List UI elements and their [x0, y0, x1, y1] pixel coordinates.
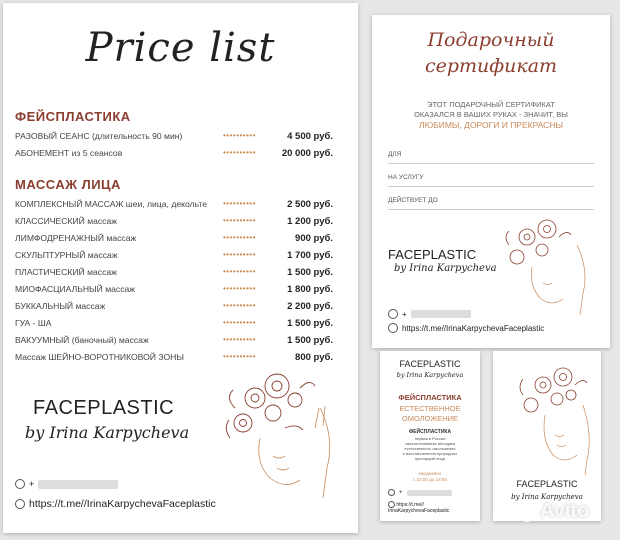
telegram-icon: [388, 501, 395, 508]
service-label: ЛИМФОДРЕНАЖНЫЙ массаж: [15, 233, 137, 243]
vcard-brand-signature: by Irina Karpycheva: [396, 371, 464, 379]
service-label: КОМПЛЕКСНЫЙ МАССАЖ шеи, лица, декольте: [15, 199, 207, 209]
whatsapp-icon: [388, 489, 395, 496]
service-label: РАЗОВЫЙ СЕАНС (длительность 90 мин): [15, 131, 183, 141]
telegram-link[interactable]: https://t.me//IrinaKarpychevaFaceplastic: [402, 323, 545, 333]
certificate-telegram: [388, 323, 544, 333]
price-list-title: Price list: [85, 25, 276, 71]
price-row: [15, 318, 333, 332]
service-price: 800 руб.: [295, 352, 333, 363]
business-card-front: [380, 351, 480, 521]
leader-dots: ••••••••••: [223, 131, 257, 140]
telegram-contact: [15, 498, 216, 510]
phone-prefix: +: [29, 479, 35, 489]
certificate-title-line2: сертификат: [424, 55, 558, 77]
service-label: ПЛАСТИЧЕСКИЙ массаж: [15, 267, 117, 277]
phone-number-blurred: [38, 480, 118, 489]
certificate-face-illustration: [497, 215, 602, 315]
section-faceplastic: ФЕЙСПЛАСТИКА: [15, 109, 131, 124]
service-price: 2 500 руб.: [287, 199, 333, 210]
vcard-heading-1: ФЕЙСПЛАСТИКА: [398, 393, 462, 402]
vcard-small-5: пропорций лица: [414, 456, 446, 461]
certificate-brand-signature: by Irina Karpycheva: [394, 263, 497, 274]
field-service: [388, 174, 594, 187]
leader-dots: ••••••••••: [223, 216, 257, 225]
vcard-heading-3: ОМОЛОЖЕНИЕ: [401, 414, 459, 423]
price-row: [15, 216, 333, 230]
service-price: 1 500 руб.: [287, 335, 333, 346]
leader-dots: ••••••••••: [223, 318, 257, 327]
whatsapp-icon: [15, 479, 25, 489]
leader-dots: ••••••••••: [223, 267, 257, 276]
telegram-icon: [388, 323, 398, 333]
vcard-telegram: [388, 501, 449, 514]
vcard-hours-2: с 10:00 до 18:00: [413, 477, 447, 482]
face-flowers-illustration: [215, 368, 350, 498]
service-label: БУККАЛЬНЫЙ массаж: [15, 301, 106, 311]
certificate-brand: FACEPLASTIC: [388, 247, 477, 262]
gift-certificate-card: [372, 15, 610, 348]
vcard-back-brand: FACEPLASTIC: [516, 479, 578, 489]
brand-signature: by Irina Karpycheva: [25, 423, 190, 442]
whatsapp-icon: [388, 309, 398, 319]
vcard-small-title: ФЕЙСПЛАСТИКА: [408, 429, 452, 435]
leader-dots: ••••••••••: [223, 250, 257, 259]
price-row: [15, 199, 333, 213]
service-price: 1 500 руб.: [287, 267, 333, 278]
service-label: ВАКУУМНЫЙ (баночный) массаж: [15, 335, 149, 345]
price-list-card: [3, 3, 358, 533]
phone-number-blurred: [407, 490, 452, 496]
price-row: [15, 352, 333, 366]
field-valid-until: [388, 197, 594, 210]
vcard-brand: FACEPLASTIC: [399, 359, 461, 369]
price-row: [15, 267, 333, 281]
certificate-subtitle-1: ЭТОТ ПОДАРОЧНЫЙ СЕРТИФИКАТ: [427, 100, 555, 109]
phone-prefix: +: [399, 489, 403, 496]
leader-dots: ••••••••••: [223, 233, 257, 242]
field-valid-label: ДЕЙСТВУЕТ ДО: [388, 197, 438, 204]
service-label: СКУЛЬПТУРНЫЙ массаж: [15, 250, 118, 260]
leader-dots: ••••••••••: [223, 352, 257, 361]
service-price: 1 700 руб.: [287, 250, 333, 261]
service-label: МИОФАСЦИАЛЬНЫЙ массаж: [15, 284, 136, 294]
leader-dots: ••••••••••: [223, 301, 257, 310]
telegram-link-part2[interactable]: IrinaKarpychevaFaceplastic: [388, 508, 450, 514]
phone-prefix: +: [402, 309, 407, 319]
vcard-small-1: первая в России: [414, 436, 446, 441]
leader-dots: ••••••••••: [223, 148, 257, 157]
vcard-small-2: запатентованная методика: [404, 441, 456, 446]
vcard-small-3: естественного омоложения: [404, 446, 456, 451]
vcard-face-illustration: [513, 365, 593, 475]
field-recipient: [388, 151, 594, 164]
avito-logo-icon: [510, 501, 536, 523]
certificate-title-line1: Подарочный: [427, 29, 555, 51]
avito-wordmark: Avito: [540, 500, 590, 522]
service-label: ГУА - ША: [15, 318, 52, 328]
telegram-link[interactable]: https://t.me//IrinaKarpychevaFaceplastic: [29, 498, 216, 510]
section-face-massage: МАССАЖ ЛИЦА: [15, 177, 121, 192]
service-label: АБОНЕМЕНТ из 5 сеансов: [15, 148, 123, 158]
service-price: 2 200 руб.: [287, 301, 333, 312]
leader-dots: ••••••••••: [223, 199, 257, 208]
brand-name: FACEPLASTIC: [33, 397, 175, 419]
price-row: [15, 284, 333, 298]
service-price: 1 200 руб.: [287, 216, 333, 227]
service-price: 20 000 руб.: [281, 148, 333, 159]
vcard-hours-1: ежедневно: [418, 471, 442, 476]
price-row: [15, 250, 333, 264]
service-label: Массаж ШЕЙНО-ВОРОТНИКОВОЙ ЗОНЫ: [15, 352, 184, 362]
vcard-phone: [388, 489, 452, 496]
leader-dots: ••••••••••: [223, 284, 257, 293]
telegram-link-part1[interactable]: https://t.me//: [396, 501, 424, 508]
price-row: [15, 335, 333, 349]
vcard-small-4: и восстановления природных: [402, 451, 458, 456]
price-row: [15, 301, 333, 315]
service-label: КЛАССИЧЕСКИЙ массаж: [15, 216, 118, 226]
leader-dots: ••••••••••: [223, 335, 257, 344]
phone-number-blurred: [411, 310, 471, 318]
service-price: 1 500 руб.: [287, 318, 333, 329]
vcard-back-signature: by Irina Karpycheva: [511, 493, 583, 501]
telegram-icon: [15, 499, 25, 509]
phone-contact: [15, 479, 118, 489]
service-price: 4 500 руб.: [287, 131, 333, 142]
price-row: [15, 131, 333, 145]
price-row: [15, 233, 333, 247]
certificate-phone: [388, 309, 471, 319]
field-service-label: НА УСЛУГУ: [388, 174, 424, 181]
business-card-back: [493, 351, 601, 521]
price-row: [15, 148, 333, 162]
service-price: 900 руб.: [295, 233, 333, 244]
field-recipient-label: ДЛЯ: [388, 151, 402, 158]
avito-watermark: [510, 500, 589, 523]
certificate-subtitle-2: ОКАЗАЛСЯ В ВАШИХ РУКАХ - ЗНАЧИТ, ВЫ: [414, 110, 568, 119]
service-price: 1 800 руб.: [287, 284, 333, 295]
vcard-heading-2: ЕСТЕСТВЕННОЕ: [399, 404, 461, 413]
certificate-subtitle-3: ЛЮБИМЫ, ДОРОГИ И ПРЕКРАСНЫ: [419, 120, 563, 130]
